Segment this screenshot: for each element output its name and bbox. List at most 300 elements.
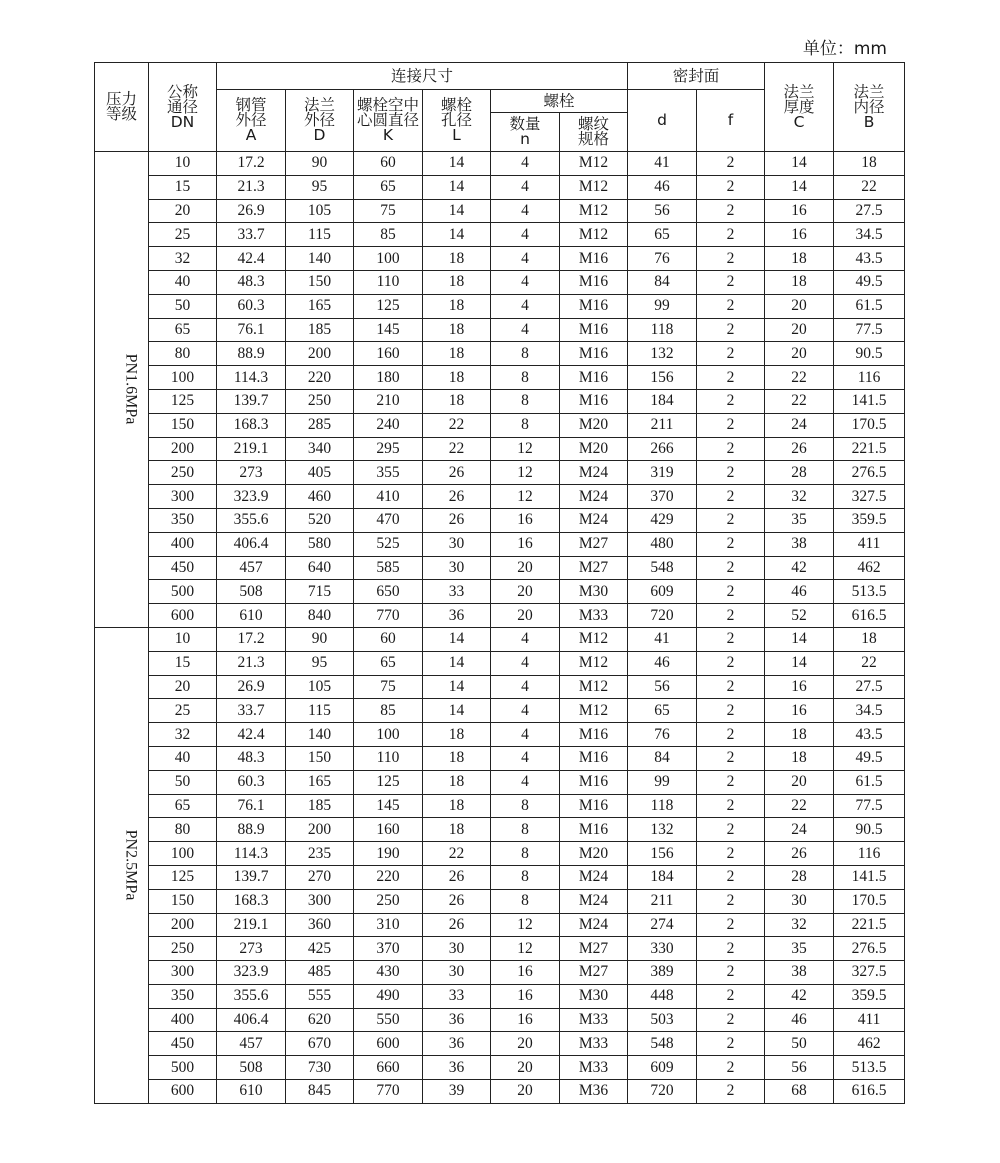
cell-bore: 77.5: [834, 794, 905, 818]
cell-bolt-circle: 85: [354, 699, 423, 723]
cell-dn: 50: [149, 770, 217, 794]
cell-bolt-count: 4: [491, 627, 560, 651]
cell-flange-od: 140: [286, 247, 354, 271]
cell-bolt-thread: M24: [560, 485, 628, 509]
cell-seal-d: 266: [628, 437, 697, 461]
cell-bolt-thread: M16: [560, 294, 628, 318]
cell-bore: 462: [834, 556, 905, 580]
cell-bolt-count: 12: [491, 913, 560, 937]
cell-flange-od: 220: [286, 366, 354, 390]
cell-seal-d: 46: [628, 651, 697, 675]
cell-seal-f: 2: [697, 413, 765, 437]
cell-pipe-od: 17.2: [217, 627, 286, 651]
cell-seal-d: 720: [628, 604, 697, 628]
cell-dn: 65: [149, 318, 217, 342]
cell-dn: 10: [149, 152, 217, 176]
cell-bolt-thread: M24: [560, 508, 628, 532]
cell-thickness: 18: [765, 723, 834, 747]
cell-flange-od: 250: [286, 389, 354, 413]
cell-bolt-count: 12: [491, 485, 560, 509]
cell-bolt-circle: 75: [354, 675, 423, 699]
cell-bolt-thread: M16: [560, 770, 628, 794]
cell-thickness: 18: [765, 270, 834, 294]
cell-thickness: 24: [765, 413, 834, 437]
cell-pipe-od: 21.3: [217, 651, 286, 675]
cell-seal-f: 2: [697, 604, 765, 628]
cell-bolt-circle: 600: [354, 1032, 423, 1056]
cell-pipe-od: 26.9: [217, 199, 286, 223]
cell-dn: 40: [149, 270, 217, 294]
cell-seal-d: 548: [628, 1032, 697, 1056]
cell-pipe-od: 508: [217, 1056, 286, 1080]
cell-dn: 500: [149, 580, 217, 604]
cell-seal-d: 274: [628, 913, 697, 937]
cell-bolt-hole: 22: [423, 842, 491, 866]
cell-seal-f: 2: [697, 366, 765, 390]
cell-bolt-count: 8: [491, 842, 560, 866]
cell-bolt-circle: 125: [354, 294, 423, 318]
cell-seal-f: 2: [697, 723, 765, 747]
cell-seal-f: 2: [697, 389, 765, 413]
cell-bolt-hole: 18: [423, 770, 491, 794]
cell-bore: 22: [834, 651, 905, 675]
cell-bolt-hole: 30: [423, 556, 491, 580]
cell-bolt-count: 4: [491, 746, 560, 770]
header-connection-dimensions: 连接尺寸: [217, 63, 628, 90]
cell-bolt-circle: 650: [354, 580, 423, 604]
cell-seal-f: 2: [697, 842, 765, 866]
cell-bolt-circle: 355: [354, 461, 423, 485]
cell-dn: 250: [149, 937, 217, 961]
cell-bolt-circle: 75: [354, 199, 423, 223]
cell-flange-od: 115: [286, 223, 354, 247]
table-row: [95, 651, 905, 675]
header-bolt-group: 螺栓: [491, 90, 628, 113]
cell-seal-f: 2: [697, 223, 765, 247]
cell-flange-od: 140: [286, 723, 354, 747]
cell-thickness: 32: [765, 485, 834, 509]
cell-bolt-thread: M16: [560, 794, 628, 818]
cell-bolt-circle: 145: [354, 794, 423, 818]
cell-flange-od: 405: [286, 461, 354, 485]
table-row: [95, 913, 905, 937]
cell-pipe-od: 114.3: [217, 366, 286, 390]
cell-bolt-thread: M16: [560, 389, 628, 413]
cell-dn: 400: [149, 532, 217, 556]
cell-bolt-circle: 470: [354, 508, 423, 532]
cell-bolt-hole: 18: [423, 746, 491, 770]
cell-bolt-count: 16: [491, 1008, 560, 1032]
table-row: [95, 699, 905, 723]
cell-seal-d: 76: [628, 247, 697, 271]
cell-bore: 18: [834, 627, 905, 651]
cell-bore: 43.5: [834, 723, 905, 747]
cell-bolt-hole: 18: [423, 247, 491, 271]
cell-bolt-hole: 18: [423, 270, 491, 294]
cell-bolt-circle: 770: [354, 604, 423, 628]
cell-bolt-circle: 60: [354, 152, 423, 176]
cell-flange-od: 640: [286, 556, 354, 580]
cell-bolt-circle: 660: [354, 1056, 423, 1080]
cell-bolt-count: 4: [491, 270, 560, 294]
cell-bore: 221.5: [834, 437, 905, 461]
cell-pipe-od: 406.4: [217, 1008, 286, 1032]
cell-thickness: 18: [765, 247, 834, 271]
cell-bolt-count: 12: [491, 937, 560, 961]
cell-seal-d: 389: [628, 961, 697, 985]
cell-dn: 300: [149, 961, 217, 985]
cell-pipe-od: 168.3: [217, 889, 286, 913]
cell-seal-d: 184: [628, 865, 697, 889]
cell-dn: 150: [149, 889, 217, 913]
cell-bolt-hole: 18: [423, 366, 491, 390]
cell-seal-f: 2: [697, 199, 765, 223]
cell-thickness: 35: [765, 937, 834, 961]
cell-flange-od: 425: [286, 937, 354, 961]
cell-bolt-circle: 60: [354, 627, 423, 651]
cell-seal-f: 2: [697, 270, 765, 294]
cell-bolt-hole: 14: [423, 199, 491, 223]
cell-seal-d: 118: [628, 794, 697, 818]
table-row: [95, 723, 905, 747]
cell-thickness: 52: [765, 604, 834, 628]
cell-flange-od: 520: [286, 508, 354, 532]
cell-bolt-count: 4: [491, 175, 560, 199]
cell-thickness: 50: [765, 1032, 834, 1056]
cell-thickness: 30: [765, 889, 834, 913]
cell-seal-f: 2: [697, 1056, 765, 1080]
cell-seal-f: 2: [697, 175, 765, 199]
cell-bore: 327.5: [834, 485, 905, 509]
cell-bolt-hole: 14: [423, 223, 491, 247]
cell-seal-d: 118: [628, 318, 697, 342]
table-row: [95, 1008, 905, 1032]
cell-bore: 170.5: [834, 889, 905, 913]
table-row: [95, 604, 905, 628]
cell-flange-od: 95: [286, 175, 354, 199]
flange-dimension-table: [94, 62, 905, 1104]
cell-bore: 359.5: [834, 508, 905, 532]
cell-bolt-circle: 65: [354, 651, 423, 675]
cell-pipe-od: 457: [217, 1032, 286, 1056]
cell-flange-od: 165: [286, 294, 354, 318]
cell-bolt-circle: 585: [354, 556, 423, 580]
header-bolt-thread: 螺纹 规格: [560, 113, 628, 152]
cell-bolt-count: 4: [491, 699, 560, 723]
cell-dn: 40: [149, 746, 217, 770]
cell-seal-f: 2: [697, 485, 765, 509]
cell-seal-d: 330: [628, 937, 697, 961]
cell-bore: 49.5: [834, 746, 905, 770]
cell-pipe-od: 457: [217, 556, 286, 580]
cell-thickness: 32: [765, 913, 834, 937]
cell-bolt-circle: 430: [354, 961, 423, 985]
cell-seal-d: 480: [628, 532, 697, 556]
cell-bolt-hole: 18: [423, 818, 491, 842]
cell-pipe-od: 355.6: [217, 984, 286, 1008]
cell-pipe-od: 406.4: [217, 532, 286, 556]
cell-bolt-hole: 14: [423, 675, 491, 699]
cell-pipe-od: 60.3: [217, 294, 286, 318]
cell-bolt-count: 8: [491, 889, 560, 913]
cell-seal-d: 319: [628, 461, 697, 485]
cell-flange-od: 715: [286, 580, 354, 604]
table-row: [95, 437, 905, 461]
cell-bolt-count: 12: [491, 437, 560, 461]
cell-seal-d: 429: [628, 508, 697, 532]
table-row: [95, 1056, 905, 1080]
cell-seal-f: 2: [697, 1032, 765, 1056]
cell-bore: 116: [834, 366, 905, 390]
cell-thickness: 42: [765, 556, 834, 580]
table-row: [95, 818, 905, 842]
header-nominal-dn: 公称 通径 DN: [149, 63, 217, 152]
cell-pipe-od: 219.1: [217, 913, 286, 937]
cell-dn: 200: [149, 437, 217, 461]
cell-pipe-od: 219.1: [217, 437, 286, 461]
cell-flange-od: 150: [286, 270, 354, 294]
cell-pipe-od: 17.2: [217, 152, 286, 176]
cell-bore: 22: [834, 175, 905, 199]
cell-bolt-hole: 30: [423, 532, 491, 556]
cell-bolt-hole: 18: [423, 794, 491, 818]
cell-bore: 90.5: [834, 342, 905, 366]
cell-flange-od: 185: [286, 318, 354, 342]
cell-bore: 27.5: [834, 675, 905, 699]
table-row: [95, 580, 905, 604]
cell-seal-f: 2: [697, 1008, 765, 1032]
cell-bolt-thread: M20: [560, 842, 628, 866]
cell-flange-od: 270: [286, 865, 354, 889]
table-row: [95, 318, 905, 342]
cell-bolt-count: 4: [491, 651, 560, 675]
cell-seal-d: 84: [628, 270, 697, 294]
cell-bolt-hole: 14: [423, 651, 491, 675]
cell-pipe-od: 42.4: [217, 247, 286, 271]
cell-thickness: 46: [765, 1008, 834, 1032]
cell-bolt-circle: 180: [354, 366, 423, 390]
cell-seal-f: 2: [697, 865, 765, 889]
cell-flange-od: 620: [286, 1008, 354, 1032]
cell-thickness: 28: [765, 865, 834, 889]
cell-bolt-hole: 22: [423, 413, 491, 437]
cell-bore: 327.5: [834, 961, 905, 985]
table-row: [95, 294, 905, 318]
cell-bolt-circle: 190: [354, 842, 423, 866]
pressure-grade-cell: [95, 152, 149, 628]
cell-pipe-od: 33.7: [217, 223, 286, 247]
cell-flange-od: 555: [286, 984, 354, 1008]
pressure-grade-label: PN2.5MPa: [122, 830, 140, 901]
cell-bolt-circle: 310: [354, 913, 423, 937]
table-row: [95, 223, 905, 247]
cell-bore: 276.5: [834, 937, 905, 961]
cell-pipe-od: 610: [217, 1080, 286, 1104]
cell-pipe-od: 48.3: [217, 270, 286, 294]
cell-pipe-od: 508: [217, 580, 286, 604]
cell-bore: 170.5: [834, 413, 905, 437]
cell-bolt-circle: 250: [354, 889, 423, 913]
cell-seal-f: 2: [697, 627, 765, 651]
cell-bolt-circle: 85: [354, 223, 423, 247]
cell-flange-od: 580: [286, 532, 354, 556]
cell-thickness: 26: [765, 842, 834, 866]
cell-seal-f: 2: [697, 294, 765, 318]
cell-bore: 34.5: [834, 699, 905, 723]
cell-seal-f: 2: [697, 318, 765, 342]
table-row: [95, 461, 905, 485]
cell-pipe-od: 323.9: [217, 961, 286, 985]
cell-bolt-circle: 525: [354, 532, 423, 556]
header-seal-d: d: [628, 90, 697, 152]
cell-bolt-thread: M12: [560, 175, 628, 199]
cell-seal-f: 2: [697, 984, 765, 1008]
table-row: [95, 1080, 905, 1104]
cell-thickness: 14: [765, 152, 834, 176]
pressure-grade-cell: [95, 627, 149, 1103]
cell-thickness: 38: [765, 532, 834, 556]
table-row: [95, 389, 905, 413]
cell-pipe-od: 42.4: [217, 723, 286, 747]
cell-seal-f: 2: [697, 770, 765, 794]
cell-bolt-thread: M33: [560, 1056, 628, 1080]
cell-bolt-hole: 26: [423, 889, 491, 913]
cell-bolt-hole: 26: [423, 913, 491, 937]
cell-seal-d: 65: [628, 223, 697, 247]
cell-pipe-od: 88.9: [217, 818, 286, 842]
table-row: [95, 485, 905, 509]
cell-bolt-count: 16: [491, 961, 560, 985]
cell-bolt-count: 20: [491, 604, 560, 628]
cell-pipe-od: 610: [217, 604, 286, 628]
header-flange-bore: 法兰 内径 B: [834, 63, 905, 152]
cell-bolt-thread: M12: [560, 675, 628, 699]
cell-dn: 250: [149, 461, 217, 485]
cell-thickness: 16: [765, 199, 834, 223]
cell-bolt-thread: M30: [560, 580, 628, 604]
cell-bolt-circle: 550: [354, 1008, 423, 1032]
cell-bolt-count: 4: [491, 318, 560, 342]
cell-thickness: 46: [765, 580, 834, 604]
cell-bore: 462: [834, 1032, 905, 1056]
cell-seal-d: 370: [628, 485, 697, 509]
cell-bore: 616.5: [834, 604, 905, 628]
cell-dn: 300: [149, 485, 217, 509]
cell-bolt-hole: 26: [423, 865, 491, 889]
cell-bore: 141.5: [834, 389, 905, 413]
cell-thickness: 56: [765, 1056, 834, 1080]
header-pipe-outer-diameter: 钢管 外径 A: [217, 90, 286, 152]
cell-bolt-hole: 18: [423, 318, 491, 342]
cell-bolt-circle: 125: [354, 770, 423, 794]
cell-bolt-circle: 770: [354, 1080, 423, 1104]
cell-seal-f: 2: [697, 818, 765, 842]
cell-bolt-hole: 18: [423, 342, 491, 366]
cell-bore: 141.5: [834, 865, 905, 889]
cell-pipe-od: 355.6: [217, 508, 286, 532]
table-row: [95, 556, 905, 580]
cell-bolt-thread: M27: [560, 937, 628, 961]
cell-bolt-thread: M24: [560, 913, 628, 937]
cell-bore: 90.5: [834, 818, 905, 842]
cell-bolt-count: 4: [491, 247, 560, 271]
cell-bolt-thread: M12: [560, 651, 628, 675]
cell-bore: 411: [834, 1008, 905, 1032]
cell-seal-d: 84: [628, 746, 697, 770]
table-row: [95, 175, 905, 199]
table-row: [95, 961, 905, 985]
cell-bolt-circle: 490: [354, 984, 423, 1008]
table-row: [95, 366, 905, 390]
cell-seal-d: 56: [628, 675, 697, 699]
cell-dn: 50: [149, 294, 217, 318]
cell-thickness: 42: [765, 984, 834, 1008]
cell-thickness: 16: [765, 223, 834, 247]
cell-flange-od: 90: [286, 152, 354, 176]
cell-flange-od: 360: [286, 913, 354, 937]
cell-flange-od: 95: [286, 651, 354, 675]
cell-bore: 61.5: [834, 294, 905, 318]
header-sealing-face: 密封面: [628, 63, 765, 90]
cell-thickness: 38: [765, 961, 834, 985]
cell-dn: 100: [149, 366, 217, 390]
cell-dn: 125: [149, 389, 217, 413]
cell-seal-f: 2: [697, 152, 765, 176]
cell-bore: 27.5: [834, 199, 905, 223]
cell-thickness: 22: [765, 366, 834, 390]
cell-bolt-count: 8: [491, 794, 560, 818]
cell-flange-od: 200: [286, 342, 354, 366]
cell-seal-f: 2: [697, 675, 765, 699]
cell-dn: 15: [149, 651, 217, 675]
cell-dn: 10: [149, 627, 217, 651]
cell-thickness: 35: [765, 508, 834, 532]
cell-bolt-thread: M16: [560, 270, 628, 294]
cell-bolt-hole: 26: [423, 485, 491, 509]
cell-bolt-thread: M24: [560, 889, 628, 913]
cell-bolt-thread: M33: [560, 604, 628, 628]
cell-bolt-thread: M16: [560, 318, 628, 342]
cell-seal-f: 2: [697, 342, 765, 366]
table-row: [95, 675, 905, 699]
cell-bolt-count: 4: [491, 199, 560, 223]
cell-bolt-hole: 18: [423, 723, 491, 747]
cell-pipe-od: 76.1: [217, 794, 286, 818]
cell-bolt-thread: M16: [560, 746, 628, 770]
cell-bolt-hole: 22: [423, 437, 491, 461]
cell-seal-f: 2: [697, 913, 765, 937]
cell-flange-od: 150: [286, 746, 354, 770]
table-row: [95, 1032, 905, 1056]
cell-thickness: 68: [765, 1080, 834, 1104]
cell-bolt-circle: 240: [354, 413, 423, 437]
cell-seal-d: 41: [628, 152, 697, 176]
cell-pipe-od: 114.3: [217, 842, 286, 866]
cell-bolt-thread: M20: [560, 413, 628, 437]
cell-pipe-od: 139.7: [217, 389, 286, 413]
cell-flange-od: 165: [286, 770, 354, 794]
cell-seal-d: 609: [628, 1056, 697, 1080]
table-row: [95, 984, 905, 1008]
cell-dn: 15: [149, 175, 217, 199]
cell-bolt-thread: M24: [560, 461, 628, 485]
cell-thickness: 18: [765, 746, 834, 770]
cell-thickness: 14: [765, 627, 834, 651]
cell-thickness: 24: [765, 818, 834, 842]
cell-thickness: 14: [765, 651, 834, 675]
cell-thickness: 16: [765, 699, 834, 723]
cell-pipe-od: 88.9: [217, 342, 286, 366]
